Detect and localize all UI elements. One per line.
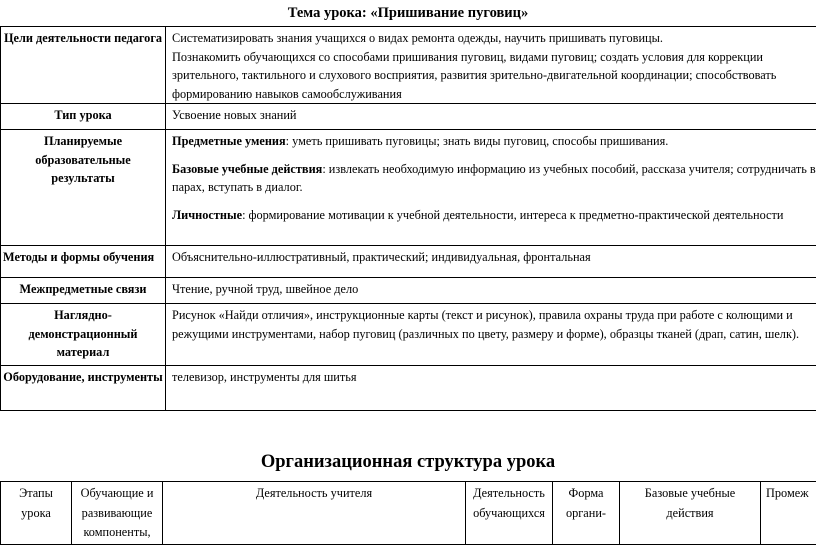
column-header-label: Форма органи- bbox=[555, 484, 617, 523]
goals-line: Систематизировать знания учащихся о видах ремонта одежды, научить пришивать пуговицы. bbox=[172, 29, 816, 48]
table-row bbox=[1, 27, 816, 104]
basic-results-text: : извлекать необходимую информацию из учебных пособий, рассказа учителя; сотрудничать в парах, вступать в диалог. bbox=[172, 162, 816, 195]
subject-results-text: : уметь пришивать пуговицы; знать виды пуговиц, способы пришивания. bbox=[286, 134, 669, 148]
goals-value bbox=[166, 27, 816, 104]
goals-label: Цели деятельности педагога bbox=[1, 27, 166, 104]
column-header bbox=[466, 482, 553, 545]
lesson-type-value: Усвоение новых знаний bbox=[166, 104, 816, 130]
methods-label: Методы и формы обучения bbox=[1, 246, 166, 278]
table-row bbox=[1, 246, 816, 278]
column-header-label: Промеж bbox=[766, 486, 809, 500]
lesson-title: Тема урока: «Пришивание пуговиц» bbox=[0, 0, 816, 26]
personal-results-text: : формирование мотивации к учебной деятельности, интереса к предметно-практической деятельности bbox=[242, 208, 783, 222]
table-row bbox=[1, 366, 816, 411]
personal-results bbox=[172, 206, 816, 225]
column-header bbox=[620, 482, 761, 545]
intersubject-label: Межпредметные связи bbox=[1, 278, 166, 304]
lesson-passport-table bbox=[0, 26, 816, 411]
goals-line: Познакомить обучающихся со способами пришивания пуговиц, видами пуговиц; создать условия для коррекции зрительного, тактильного и слухового восприятия, развития зрительно-двигательной координации; способствовать формированию навыков самообслуживания bbox=[172, 48, 816, 104]
column-header bbox=[553, 482, 620, 545]
table-row bbox=[1, 304, 816, 366]
subject-results-term: Предметные умения bbox=[172, 134, 286, 148]
subject-results bbox=[172, 132, 816, 151]
structure-heading: Организационная структура урока bbox=[0, 447, 816, 477]
table-row bbox=[1, 130, 816, 246]
lesson-type-label: Тип урока bbox=[1, 104, 166, 130]
column-header-label: Деятельность учителя bbox=[165, 484, 463, 504]
column-header bbox=[163, 482, 466, 545]
equipment-value: телевизор, инструменты для шитья bbox=[166, 366, 816, 411]
visual-material-value: Рисунок «Найди отличия», инструкционные карты (текст и рисунок), правила охраны труда при работе с колющими и режущими инструментами, набор пуговиц (различных по цвету, размеру и форме), образцы тканей (драп, сатин, шелк). bbox=[166, 304, 816, 366]
intersubject-value: Чтение, ручной труд, швейное дело bbox=[166, 278, 816, 304]
results-label: Планируемые образовательные результаты bbox=[1, 130, 166, 246]
table-header-row bbox=[1, 482, 816, 545]
visual-material-label: Наглядно-демонстрационный материал bbox=[1, 304, 166, 366]
results-value bbox=[166, 130, 816, 246]
equipment-label: Оборудование, инструменты bbox=[1, 366, 166, 411]
column-header-label: Деятельность обучающихся bbox=[468, 484, 550, 523]
column-header-label: Обучающие и развивающие компоненты, bbox=[74, 484, 160, 543]
lesson-structure-table bbox=[0, 481, 816, 545]
column-header-label: Базовые учебные действия bbox=[622, 484, 758, 523]
table-row bbox=[1, 278, 816, 304]
basic-results-term: Базовые учебные действия bbox=[172, 162, 322, 176]
methods-value: Объяснительно-иллюстративный, практический; индивидуальная, фронтальная bbox=[166, 246, 816, 278]
column-header bbox=[761, 482, 816, 545]
basic-results bbox=[172, 160, 816, 197]
column-header-label: Этапы урока bbox=[3, 484, 69, 523]
personal-results-term: Личностные bbox=[172, 208, 242, 222]
column-header bbox=[1, 482, 72, 545]
column-header bbox=[72, 482, 163, 545]
table-row bbox=[1, 104, 816, 130]
